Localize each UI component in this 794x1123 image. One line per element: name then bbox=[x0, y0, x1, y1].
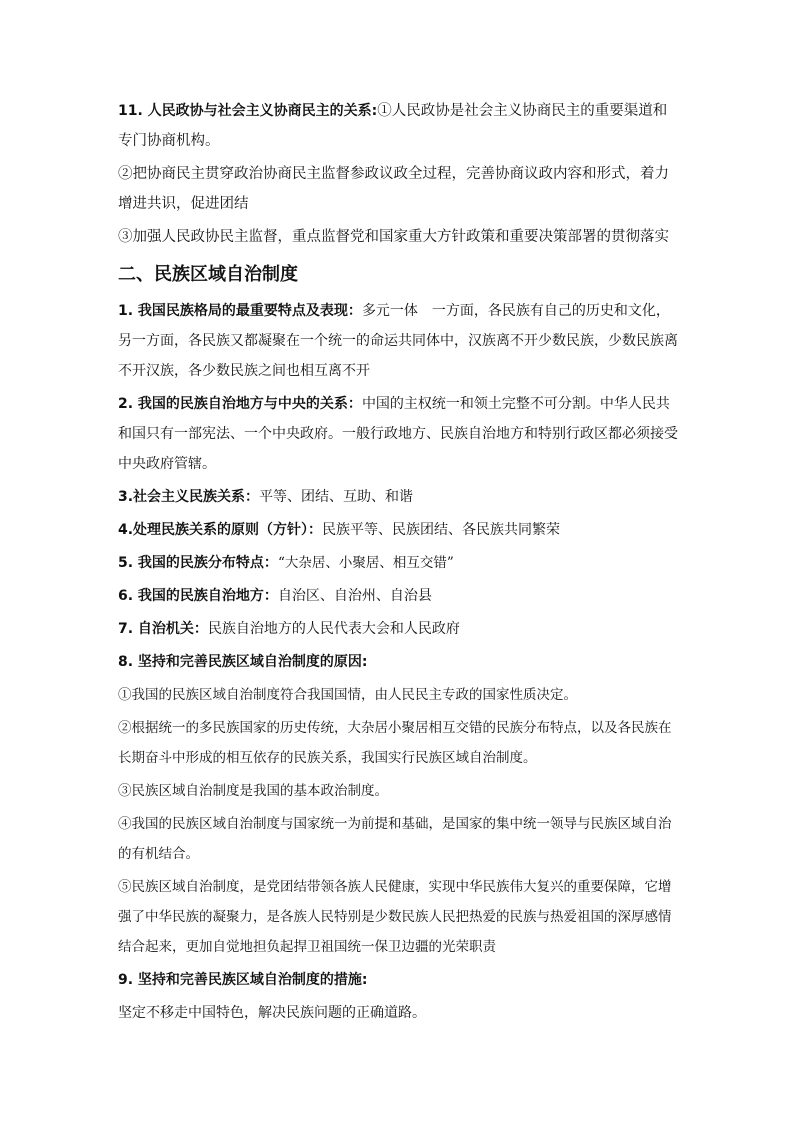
item-7-text: 民族自治地方的人民代表大会和人民政府 bbox=[207, 621, 460, 637]
item-7 bbox=[118, 614, 678, 644]
item-11-label: 11. 人民政协与社会主义协商民主的关系: bbox=[118, 103, 378, 119]
item-5-text: “大杂居、小聚居、相互交错” bbox=[277, 555, 454, 571]
item-5-label: 5. 我国的民族分布特点： bbox=[118, 555, 278, 571]
item-8-point-5: ⑤民族区域自治制度，是党团结带领各族人民健康，实现中华民族伟大复兴的重要保障，它增强了中华民族的凝聚力，是各族人民特别是少数民族人民把热爱的民族与热爱祖国的深厚感情结合起来，更加自觉地担负起捍卫祖国统一保卫边疆的光荣职责 bbox=[118, 879, 672, 955]
item-2 bbox=[118, 389, 678, 479]
item-8-point-3: ③民族区域自治制度是我国的基本政治制度。 bbox=[118, 783, 388, 799]
item-6-text: 自治区、自治州、自治县 bbox=[277, 588, 432, 604]
item-3-label: 3.社会主义民族关系： bbox=[118, 489, 260, 505]
item-6 bbox=[118, 581, 678, 611]
item-9-text: 坚定不移走中国特色，解决民族问题的正确道路。 bbox=[118, 1005, 426, 1021]
item-9-label: 9. 坚持和完善民族区域自治制度的措施: bbox=[118, 972, 368, 988]
item-4-label: 4.处理民族关系的原则（方针）： bbox=[118, 522, 323, 538]
item-11-point-2: ②把协商民主贯穿政治协商民主监督参政议政全过程，完善协商议政内容和形式，着力增进共识，促进团结 bbox=[118, 166, 669, 212]
section-title: 二、民族区域自治制度 bbox=[118, 264, 298, 285]
item-1 bbox=[118, 296, 678, 386]
item-1-text: 多元一体 一方面，各民族有自己的历史和文化，另一方面，各民族又都凝聚在一个统一的命运共同体中，汉族离不开少数民族，少数民族离不开汉族，各少数民族之间也相互离不开 bbox=[118, 303, 678, 379]
item-2-text: 中国的主权统一和领土完整不可分割。中华人民共和国只有一部宪法、一个中央政府。一般行政地方、民族自治地方和特别行政区都必须接受中央政府管辖。 bbox=[118, 396, 678, 472]
item-8-label: 8. 坚持和完善民族区域自治制度的原因: bbox=[118, 654, 368, 670]
item-3 bbox=[118, 482, 678, 512]
item-11-point-3: ③加强人民政协民主监督，重点监督党和国家重大方针政策和重要决策部署的贯彻落实 bbox=[118, 229, 669, 245]
item-8-point-4: ④我国的民族区域自治制度与国家统一为前提和基础，是国家的集中统一领导与民族区域自治的有机结合。 bbox=[118, 816, 672, 862]
document-page bbox=[118, 96, 678, 1028]
item-11 bbox=[118, 96, 678, 156]
item-7-label: 7. 自治机关： bbox=[118, 621, 208, 637]
item-4 bbox=[118, 515, 678, 545]
item-11-text: ①人民政协是社会主义协商民主的重要渠道和专门协商机构。 bbox=[118, 103, 668, 149]
item-2-label: 2. 我国的民族自治地方与中央的关系： bbox=[118, 396, 362, 412]
item-5 bbox=[118, 548, 678, 578]
item-8-point-2: ②根据统一的多民族国家的历史传统，大杂居小聚居相互交错的民族分布特点，以及各民族在长期奋斗中形成的相互依存的民族关系，我国实行民族区域自治制度。 bbox=[118, 720, 672, 766]
item-4-text: 民族平等、民族团结、各民族共同繁荣 bbox=[322, 522, 561, 538]
item-6-label: 6. 我国的民族自治地方： bbox=[118, 588, 278, 604]
item-1-label: 1. 我国民族格局的最重要特点及表现： bbox=[118, 303, 362, 319]
item-3-text: 平等、团结、互助、和谐 bbox=[259, 489, 414, 505]
item-8-point-1: ①我国的民族区域自治制度符合我国国情，由人民民主专政的国家性质决定。 bbox=[118, 687, 577, 703]
